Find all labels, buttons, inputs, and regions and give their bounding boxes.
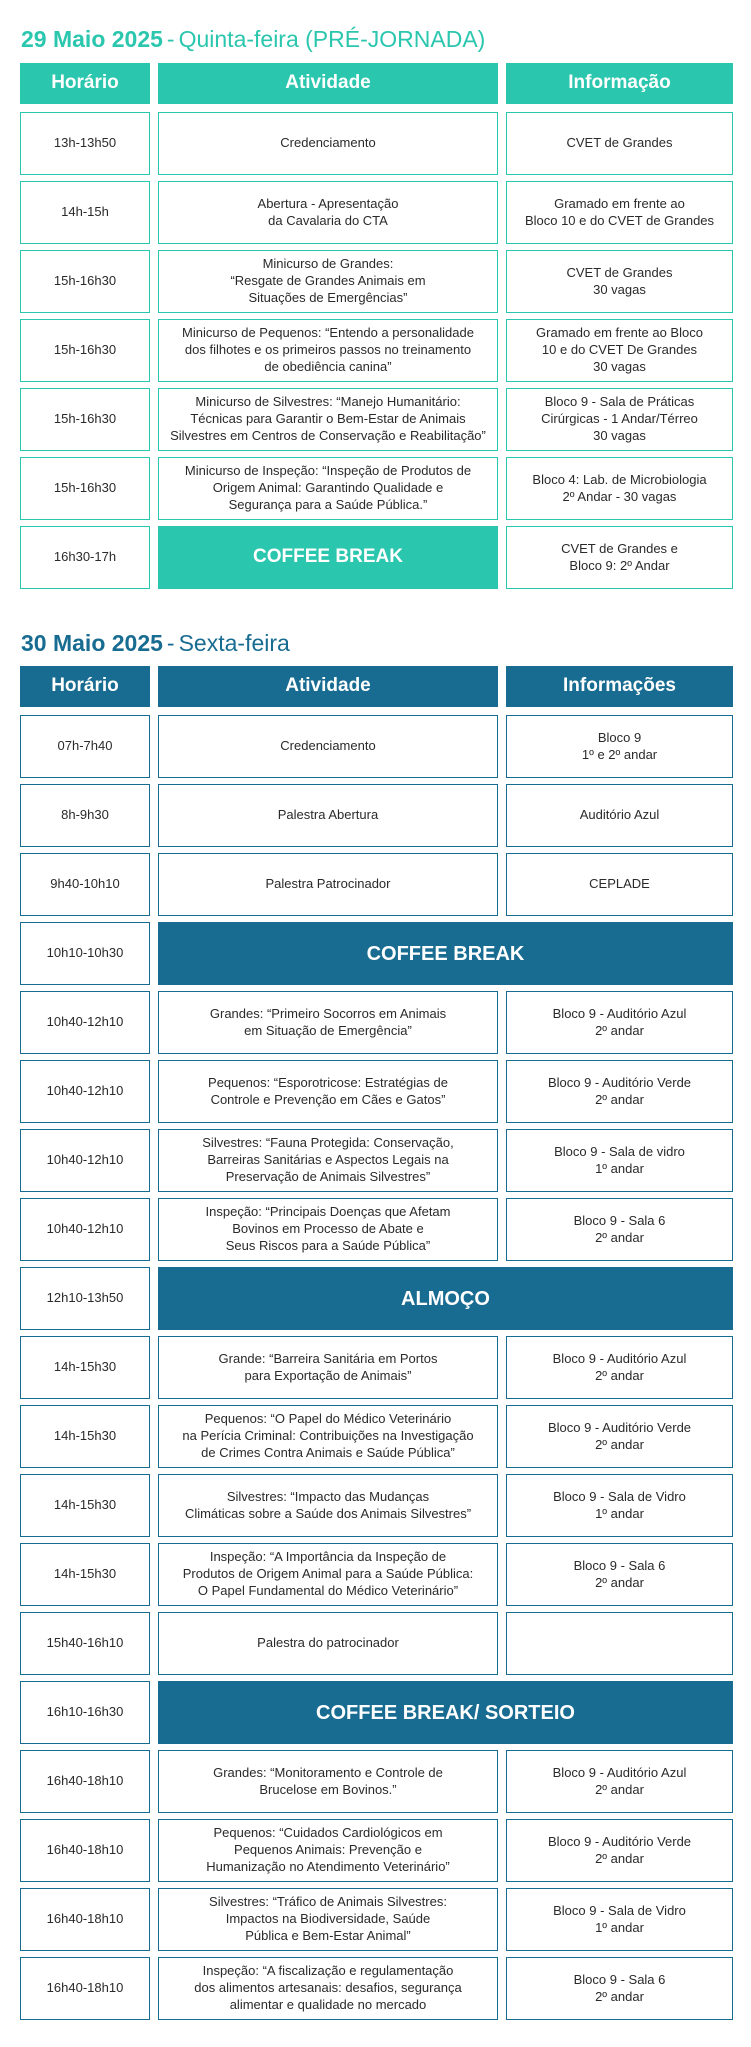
info-cell: Bloco 9 - Auditório Verde 2º andar: [506, 1819, 733, 1882]
info-cell: Bloco 9 - Sala de Vidro 1º andar: [506, 1474, 733, 1537]
schedule-row: [20, 991, 733, 1054]
banner-cell: COFFEE BREAK: [158, 526, 498, 589]
schedule-row: [20, 1681, 733, 1744]
day2-header-row: [20, 666, 733, 707]
info-cell: Bloco 9 - Sala 6 2º andar: [506, 1957, 733, 2020]
info-cell: [506, 1612, 733, 1675]
activity-cell: Pequenos: “Cuidados Cardiológicos em Pequenos Animais: Prevenção e Humanização no Atendimento Veterinário”: [158, 1819, 498, 1882]
day1-separator: -: [166, 26, 175, 52]
schedule-row: [20, 1888, 733, 1951]
info-cell: Bloco 9 - Sala de Vidro 1º andar: [506, 1888, 733, 1951]
schedule-row: [20, 250, 733, 313]
day1-title: [21, 26, 485, 53]
time-cell: 10h40-12h10: [20, 1060, 150, 1123]
time-cell: 15h-16h30: [20, 319, 150, 382]
activity-cell: Palestra Patrocinador: [158, 853, 498, 916]
day2-schedule-table: [20, 666, 733, 2026]
info-cell: Gramado em frente ao Bloco 10 e do CVET De Grandes 30 vagas: [506, 319, 733, 382]
time-cell: 16h40-18h10: [20, 1957, 150, 2020]
activity-cell: Grandes: “Monitoramento e Controle de Brucelose em Bovinos.”: [158, 1750, 498, 1813]
info-cell: Gramado em frente ao Bloco 10 e do CVET de Grandes: [506, 181, 733, 244]
schedule-row: [20, 457, 733, 520]
schedule-row: [20, 1819, 733, 1882]
activity-cell: Minicurso de Grandes: “Resgate de Grandes Animais em Situações de Emergências”: [158, 250, 498, 313]
header-time: Horário: [20, 666, 150, 707]
time-cell: 10h40-12h10: [20, 991, 150, 1054]
activity-cell: Minicurso de Inspeção: “Inspeção de Produtos de Origem Animal: Garantindo Qualidade e Segurança para a Saúde Pública.”: [158, 457, 498, 520]
schedule-row: [20, 1612, 733, 1675]
day1-subtitle: Quinta-feira (PRÉ-JORNADA): [178, 26, 486, 52]
time-cell: 13h-13h50: [20, 112, 150, 175]
day2-date: 30 Maio 2025: [21, 630, 163, 656]
time-cell: 16h40-18h10: [20, 1750, 150, 1813]
schedule-row: [20, 1543, 733, 1606]
time-cell: 14h-15h30: [20, 1474, 150, 1537]
info-cell: Bloco 9 - Sala de vidro 1º andar: [506, 1129, 733, 1192]
schedule-row: [20, 853, 733, 916]
time-cell: 15h40-16h10: [20, 1612, 150, 1675]
schedule-row: [20, 1957, 733, 2020]
time-cell: 10h10-10h30: [20, 922, 150, 985]
banner-cell: ALMOÇO: [158, 1267, 733, 1330]
schedule-row: [20, 1060, 733, 1123]
schedule-row: [20, 1405, 733, 1468]
activity-cell: Inspeção: “Principais Doenças que Afetam Bovinos em Processo de Abate e Seus Riscos para a Saúde Pública”: [158, 1198, 498, 1261]
activity-cell: Credenciamento: [158, 715, 498, 778]
schedule-row: [20, 388, 733, 451]
activity-cell: Palestra do patrocinador: [158, 1612, 498, 1675]
info-cell: CVET de Grandes e Bloco 9: 2º Andar: [506, 526, 733, 589]
day1-schedule-table: [20, 63, 733, 595]
time-cell: 15h-16h30: [20, 457, 150, 520]
schedule-row: [20, 1336, 733, 1399]
info-cell: Bloco 9 - Auditório Azul 2º andar: [506, 1750, 733, 1813]
header-time: Horário: [20, 63, 150, 104]
day2-subtitle: Sexta-feira: [178, 630, 290, 656]
schedule-row: [20, 922, 733, 985]
info-cell: Bloco 9 - Sala 6 2º andar: [506, 1198, 733, 1261]
time-cell: 14h-15h30: [20, 1543, 150, 1606]
activity-cell: Palestra Abertura: [158, 784, 498, 847]
time-cell: 15h-16h30: [20, 250, 150, 313]
info-cell: Bloco 4: Lab. de Microbiologia 2º Andar - 30 vagas: [506, 457, 733, 520]
schedule-row: [20, 784, 733, 847]
activity-cell: Inspeção: “A fiscalização e regulamentação dos alimentos artesanais: desafios, segurança alimentar e qualidade no mercado: [158, 1957, 498, 2020]
activity-cell: Abertura - Apresentação da Cavalaria do CTA: [158, 181, 498, 244]
schedule-row: [20, 112, 733, 175]
time-cell: 16h40-18h10: [20, 1819, 150, 1882]
time-cell: 10h40-12h10: [20, 1129, 150, 1192]
day2-separator: -: [166, 630, 175, 656]
activity-cell: Silvestres: “Tráfico de Animais Silvestres: Impactos na Biodiversidade, Saúde Pública e Bem-Estar Animal”: [158, 1888, 498, 1951]
info-cell: Bloco 9 - Auditório Azul 2º andar: [506, 991, 733, 1054]
activity-cell: Pequenos: “O Papel do Médico Veterinário na Perícia Criminal: Contribuições na Investigação de Crimes Contra Animais e Saúde Pública”: [158, 1405, 498, 1468]
info-cell: Bloco 9 - Auditório Verde 2º andar: [506, 1060, 733, 1123]
activity-cell: Silvestres: “Impacto das Mudanças Climáticas sobre a Saúde dos Animais Silvestres”: [158, 1474, 498, 1537]
info-cell: Bloco 9 - Sala de Práticas Cirúrgicas - 1 Andar/Térreo 30 vagas: [506, 388, 733, 451]
activity-cell: Minicurso de Silvestres: “Manejo Humanitário: Técnicas para Garantir o Bem-Estar de Animais Silvestres em Centros de Conservação e Reabilitação”: [158, 388, 498, 451]
activity-cell: Silvestres: “Fauna Protegida: Conservação, Barreiras Sanitárias e Aspectos Legais na Preservação de Animais Silvestres”: [158, 1129, 498, 1192]
activity-cell: Minicurso de Pequenos: “Entendo a personalidade dos filhotes e os primeiros passos no treinamento de obediência canina”: [158, 319, 498, 382]
activity-cell: Grande: “Barreira Sanitária em Portos para Exportação de Animais”: [158, 1336, 498, 1399]
activity-cell: Credenciamento: [158, 112, 498, 175]
time-cell: 10h40-12h10: [20, 1198, 150, 1261]
time-cell: 16h40-18h10: [20, 1888, 150, 1951]
schedule-row: [20, 526, 733, 589]
time-cell: 12h10-13h50: [20, 1267, 150, 1330]
info-cell: Bloco 9 - Auditório Azul 2º andar: [506, 1336, 733, 1399]
header-activity: Atividade: [158, 63, 498, 104]
day2-title: [21, 630, 290, 657]
info-cell: CVET de Grandes: [506, 112, 733, 175]
header-info: Informações: [506, 666, 733, 707]
time-cell: 14h-15h30: [20, 1405, 150, 1468]
banner-cell: COFFEE BREAK/ SORTEIO: [158, 1681, 733, 1744]
schedule-row: [20, 319, 733, 382]
info-cell: CEPLADE: [506, 853, 733, 916]
info-cell: CVET de Grandes 30 vagas: [506, 250, 733, 313]
schedule-row: [20, 1198, 733, 1261]
time-cell: 14h-15h: [20, 181, 150, 244]
schedule-row: [20, 181, 733, 244]
time-cell: 16h10-16h30: [20, 1681, 150, 1744]
info-cell: Auditório Azul: [506, 784, 733, 847]
activity-cell: Grandes: “Primeiro Socorros em Animais em Situação de Emergência”: [158, 991, 498, 1054]
header-activity: Atividade: [158, 666, 498, 707]
time-cell: 15h-16h30: [20, 388, 150, 451]
info-cell: Bloco 9 1º e 2º andar: [506, 715, 733, 778]
time-cell: 9h40-10h10: [20, 853, 150, 916]
activity-cell: Inspeção: “A Importância da Inspeção de Produtos de Origem Animal para a Saúde Pública: O Papel Fundamental do Médico Veterinário”: [158, 1543, 498, 1606]
day1-date: 29 Maio 2025: [21, 26, 163, 52]
info-cell: Bloco 9 - Auditório Verde 2º andar: [506, 1405, 733, 1468]
banner-cell: COFFEE BREAK: [158, 922, 733, 985]
schedule-row: [20, 1474, 733, 1537]
activity-cell: Pequenos: “Esporotricose: Estratégias de Controle e Prevenção em Cães e Gatos”: [158, 1060, 498, 1123]
header-info: Informação: [506, 63, 733, 104]
time-cell: 14h-15h30: [20, 1336, 150, 1399]
schedule-row: [20, 1267, 733, 1330]
time-cell: 16h30-17h: [20, 526, 150, 589]
schedule-row: [20, 1750, 733, 1813]
time-cell: 07h-7h40: [20, 715, 150, 778]
schedule-row: [20, 1129, 733, 1192]
time-cell: 8h-9h30: [20, 784, 150, 847]
day1-header-row: [20, 63, 733, 104]
schedule-row: [20, 715, 733, 778]
info-cell: Bloco 9 - Sala 6 2º andar: [506, 1543, 733, 1606]
